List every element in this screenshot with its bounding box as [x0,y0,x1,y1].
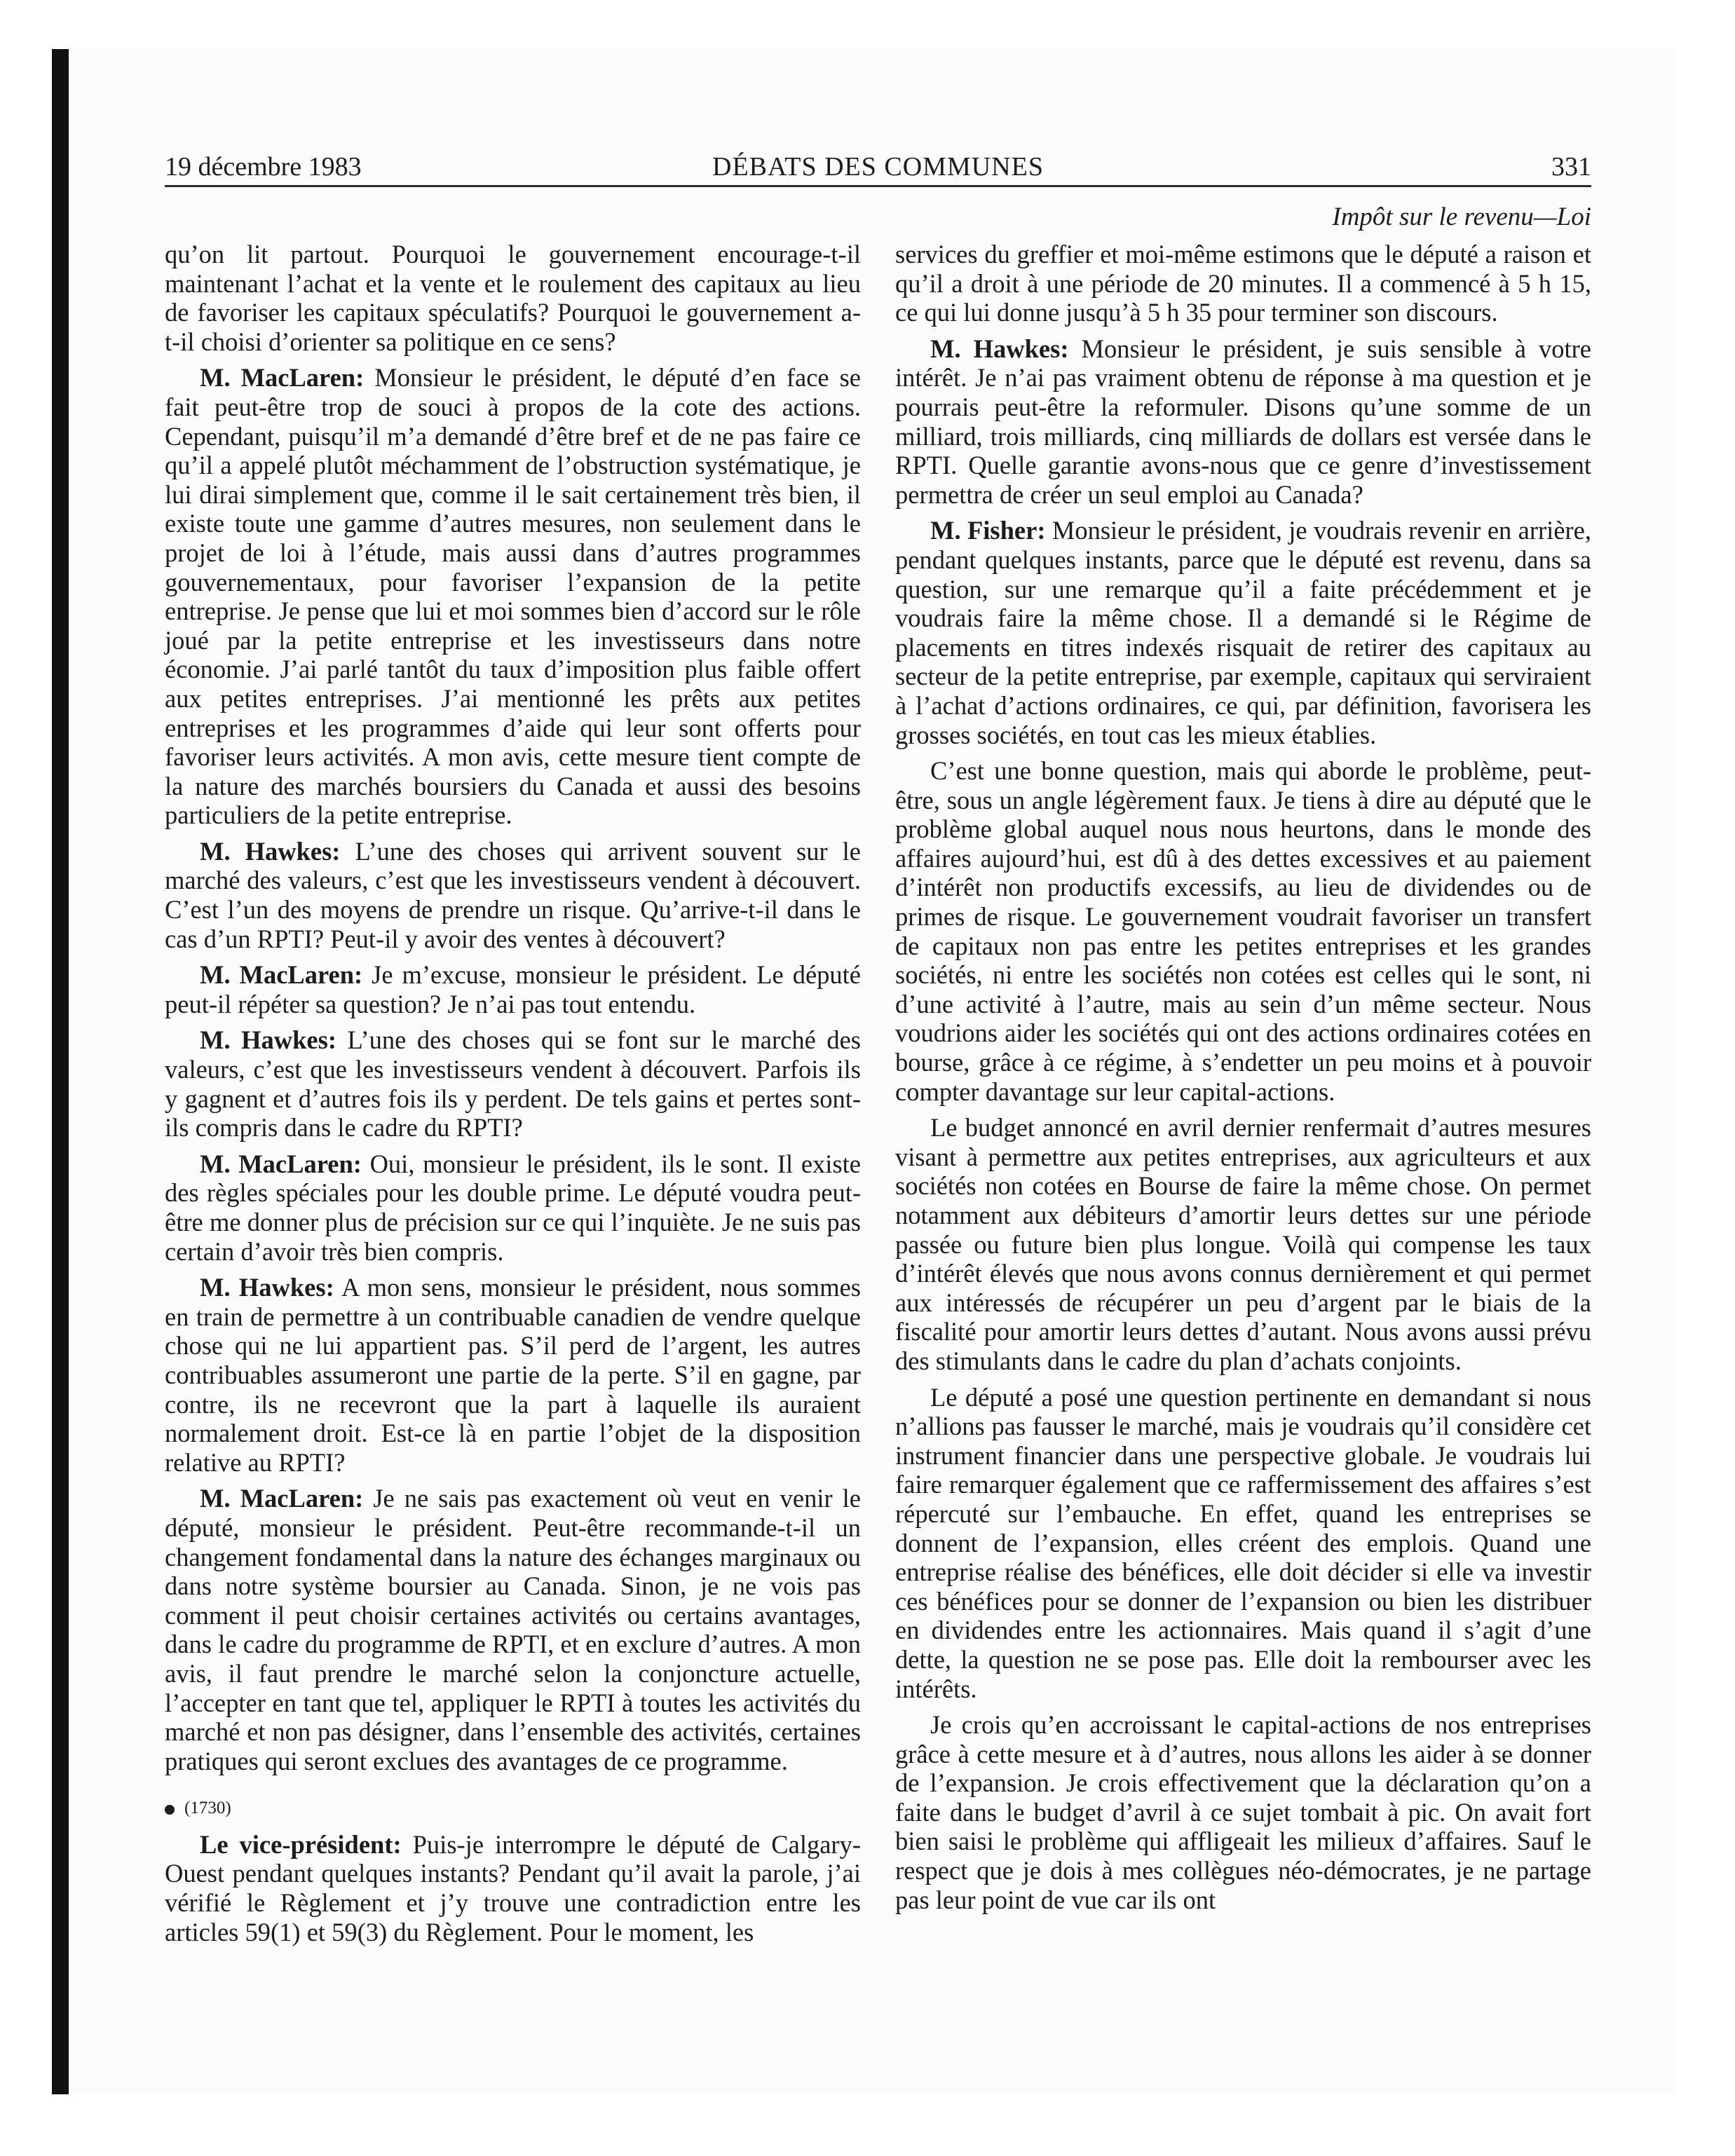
speech-text: Oui, monsieur le président, ils le sont. Il existe des règles spéciales pour les double prime. Le député voudra peut-être me donner plus de précision sur ce qui l’inquiète. Je ne suis pas certain d’avoir très bien compris. [165,1149,861,1266]
speaker-name: M. MacLaren: [200,363,365,393]
speaker-name: M. Hawkes: [930,334,1069,363]
speaker-name: M. Hawkes: [200,1025,336,1055]
speech [895,516,1591,749]
paragraph-text: C’est une bonne question, mais qui aborde le problème, peut-être, sous un angle légèrement faux. Je tiens à dire au député que le problème global auquel nous nous heurtons, dans le monde des affaires aujourd’hui, est dû à des dettes excessives et au paiement d’intérêt non productifs excessifs, au lieu de dividendes ou de primes de risque. Le gouvernement voudrait favoriser un transfert de capitaux non pas entre les petites entreprises et les grandes sociétés, ni entre les sociétés non cotées est celles qui le sont, ni d’une activité à l’autre, mais au sein d’un même secteur. Nous voudrions aider les sociétés qui ont des actions ordinaires cotées en bourse, grâce à ce régime, à s’endetter un peu moins et à pouvoir compter davantage sur leur capital-actions. [895,756,1591,1106]
paragraph-text: Le député a posé une question pertinente en demandant si nous n’allions pas fausser le marché, mais je voudrais qu’il considère cet instrument financier dans une perspective globale. Je voudrais lui faire remarquer également que ce raffermissement des affaires s’est répercuté sur l’embauche. En effet, quand les entreprises se donnent de l’expansion, elles créent des emplois. Quand une entreprise réalise des bénéfices, elle doit décider si elle va investir ces bénéfices pour se donner de l’expansion ou bien les distribuer en dividendes entre les actionnaires. Mais quand il s’agit d’une dette, la question ne se pose pas. Elle doit la rembourser avec les intérêts. [895,1382,1591,1703]
speech-text: A mon sens, monsieur le président, nous sommes en train de permettre à un contribuable canadien de vendre quelque chose qui ne lui appartient pas. S’il perd de l’argent, les autres contribuables assumeront une partie de la perte. S’il en gagne, par contre, ils ne recevront que la part à laquelle ils auraient normalement droit. Est-ce là en partie l’objet de la disposition relative au RPTI? [165,1273,861,1477]
paragraph [165,240,861,356]
left-column [165,240,861,1946]
bullet-icon [165,1805,175,1815]
running-head [165,149,1591,185]
speech [165,1484,861,1775]
speech-text: Puis-je interrompre le député de Calgary-Ouest pendant quelques instants? Pendant qu’il avait la parole, j’ai vérifié le Règlement et j’y trouve une contradiction entre les articles 59(1) et 59(3) du Règlement. Pour le moment, les [165,1829,861,1946]
paragraph [895,1113,1591,1375]
paragraph-text: qu’on lit partout. Pourquoi le gouvernement encourage-t-il maintenant l’achat et la vente et le roulement des capitaux au lieu de favoriser les capitaux spéculatifs? Pourquoi le gouvernement a-t-il choisi d’orienter sa politique en ce sens? [165,240,861,356]
speech [165,1830,861,1946]
speaker-name: M. Hawkes: [200,836,341,866]
section-heading: Impôt sur le revenu—Loi [1332,203,1591,231]
paragraph [895,240,1591,327]
header-date: 19 décembre 1983 [165,152,362,182]
right-column [895,240,1591,1914]
paragraph [895,756,1591,1106]
speech-text: L’une des choses qui se font sur le marché des valeurs, c’est que les investisseurs vendent à découvert. Parfois ils y gagnent et d’autres fois ils y perdent. De tels gains et pertes sont-ils compris dans le cadre du RPTI? [165,1025,862,1142]
speech-text: Je ne sais pas exactement où veut en venir le député, monsieur le président. Peut-être recommande-t-il un changement fondamental dans la nature des échanges marginaux ou dans notre système boursier au Canada. Sinon, je ne vois pas comment il peut choisir certaines activités ou certains avantages, dans le cadre du programme de RPTI, et en exclure d’autres. A mon avis, il faut prendre le marché selon la conjoncture actuelle, l’accepter en tant que tel, appliquer le RPTI à toutes les activités du marché et non pas désigner, dans l’ensemble des activités, certaines pratiques qui seront exclues des avantages de ce programme. [165,1484,861,1775]
header-publication-title: DÉBATS DES COMMUNES [712,152,1044,182]
scan-binding-edge [52,49,69,2094]
speaker-name: M. Hawkes: [200,1273,334,1302]
speech [165,1149,861,1266]
time-marker [165,1794,861,1823]
speech-text: Monsieur le président, je suis sensible à votre intérêt. Je n’ai pas vraiment obtenu de réponse à ma question et je pourrais peut-être la reformuler. Disons qu’une somme de un milliard, trois milliards, cinq milliards de dollars est versée dans le RPTI. Quelle garantie avons-nous que ce genre d’investissement permettra de créer un seul emploi au Canada? [895,334,1592,509]
speech [165,363,861,830]
speech [165,960,861,1018]
paragraph-text: services du greffier et moi-même estimons que le député a raison et qu’il a droit à une période de 20 minutes. Il a commencé à 5 h 15, ce qui lui donne jusqu’à 5 h 35 pour terminer son discours. [895,240,1591,327]
speech [895,334,1591,510]
speech-text: L’une des choses qui arrivent souvent sur le marché des valeurs, c’est que les investisseurs vendent à découvert. C’est l’un des moyens de prendre un risque. Qu’arrive-t-il dans le cas d’un RPTI? Peut-il y avoir des ventes à découvert? [165,836,861,953]
speaker-name: M. MacLaren: [200,1149,362,1178]
paragraph-text: Je crois qu’en accroissant le capital-actions de nos entreprises grâce à cette mesure et à d’autres, nous allons les aider à se donner de l’expansion. Je crois effectivement que la déclaration qu’on a faite dans le budget d’avril à ce sujet tombait à pic. On avait fort bien saisi le problème qui affligeait les milieux d’affaires. Sauf le respect que je dois à mes collègues néo-démocrates, je ne partage pas leur point de vue car ils ont [895,1710,1591,1914]
speaker-name: M. Fisher: [930,516,1046,545]
speech [165,837,861,953]
paragraph [895,1383,1591,1704]
speech [165,1025,861,1142]
header-rule [165,185,1591,187]
speech [165,1273,861,1477]
speech-text: Monsieur le président, le député d’en face se fait peut-être trop de souci à propos de la cote des actions. Cependant, puisqu’il m’a demandé d’être bref et de ne pas faire ce qu’il a appelé plutôt méchamment de l’obstruction systématique, je lui dirai simplement que, comme il le sait certainement très bien, il existe toute une gamme d’autres mesures, non seulement dans le projet de loi à l’étude, mais aussi dans d’autres programmes gouvernementaux, pour favoriser l’expansion de la petite entreprise. Je pense que lui et moi sommes bien d’accord sur le rôle joué par la petite entreprise et les investisseurs dans notre économie. J’ai parlé tantôt du taux d’imposition plus faible offert aux petites entreprises. J’ai mentionné les prêts aux petites entreprises et les programmes d’aide qui leur sont offerts pour favoriser leurs activités. A mon avis, cette mesure tient compte de la nature des marchés boursiers du Canada et aussi des besoins particuliers de la petite entreprise. [165,363,861,830]
header-page-number: 331 [1551,152,1591,182]
speaker-name: M. MacLaren: [200,960,363,990]
paragraph-text: Le budget annoncé en avril dernier renfermait d’autres mesures visant à permettre aux petites entreprises, aux agriculteurs et aux sociétés non cotées en Bourse de faire la même chose. On permet notamment aux débiteurs d’amortir leurs dettes sur une période passée ou future bien plus longue. Voilà qui compense les taux d’intérêt élevés que nous avons connus dernièrement et qui permet aux intéressés de récupérer un peu d’argent par le biais de la fiscalité pour amortir leurs dettes d’autant. Nous avons aussi prévu des stimulants dans le cadre du plan d’achats conjoints. [895,1113,1591,1375]
time-marker-text: (1730) [184,1799,231,1818]
speech-text: Monsieur le président, je voudrais revenir en arrière, pendant quelques instants, parce que le député est revenu, dans sa question, sur une remarque qu’il a faite précédemment et je voudrais faire la même chose. Il a demandé si le Régime de placements en titres indexés risquait de retirer des capitaux au secteur de la petite entreprise, par exemple, capitaux qui serviraient à l’achat d’actions ordinaires, ce qui, par définition, favorisera les grosses sociétés, en tout cas les mieux établies. [895,516,1592,749]
speaker-name: Le vice-président: [200,1829,402,1859]
paragraph [895,1710,1591,1914]
speaker-name: M. MacLaren: [200,1484,364,1513]
speech-text: Je m’excuse, monsieur le président. Le député peut-il répéter sa question? Je n’ai pas tout entendu. [165,960,861,1018]
